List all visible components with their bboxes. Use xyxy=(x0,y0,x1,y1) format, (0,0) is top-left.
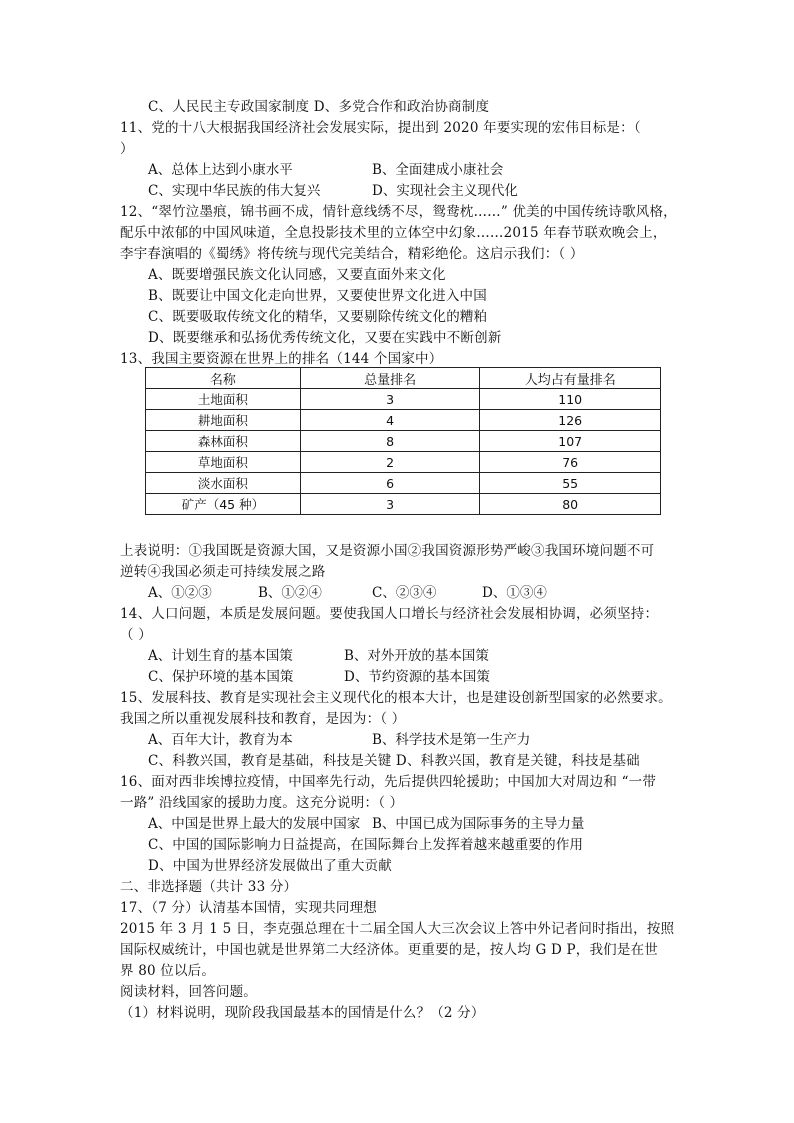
q14-option-a: A、计划生育的基本国策 xyxy=(148,648,293,664)
q17-material-line3: 界 80 位以后。 xyxy=(120,963,216,979)
q11-stem-cont: ） xyxy=(120,141,134,157)
section2-title: 二、非选择题（共计 33 分） xyxy=(120,879,298,895)
q12-option-c: C、既要吸取传统文化的精华，又要剔除传统文化的糟粕 xyxy=(148,309,488,325)
q13-option-c: C、②③④ xyxy=(372,585,437,601)
table-header-row xyxy=(146,368,661,389)
q17-material-line1: 2015 年 3 月 1 5 日，李克强总理在十二届全国人大三次会议上答中外记者问时指出，按照 xyxy=(120,921,675,937)
q11-option-b: B、全面建成小康社会 xyxy=(372,162,504,178)
q13-option-a: A、①②③ xyxy=(148,585,212,601)
cell-total-rank: 4 xyxy=(300,410,480,431)
q14-option-b: B、对外开放的基本国策 xyxy=(344,648,489,664)
header-total-rank: 总量排名 xyxy=(300,368,480,389)
q12-option-d: D、既要继承和弘扬优秀传统文化，又要在实践中不断创新 xyxy=(148,330,502,346)
q11-stem: 11、党的十八大根据我国经济社会发展实际，提出到 2020 年要实现的宏伟目标是：（ xyxy=(120,120,641,136)
header-per-capita-rank: 人均占有量排名 xyxy=(480,368,661,389)
q12-stem-line3: 李宇春演唱的《蜀绣》将传统与现代完美结合，精彩绝伦。这启示我们：（ ） xyxy=(120,246,584,262)
cell-name: 耕地面积 xyxy=(146,410,301,431)
table-row xyxy=(146,431,661,452)
q13-stem: 13、我国主要资源在世界上的排名（144 个国家中） xyxy=(120,351,443,367)
cell-name: 森林面积 xyxy=(146,431,301,452)
cell-total-rank: 6 xyxy=(300,473,480,494)
cell-total-rank: 2 xyxy=(300,452,480,473)
q16-stem-line1: 16、面对西非埃博拉疫情，中国率先行动，先后提供四轮援助；中国加大对周边和 “一带 xyxy=(120,774,657,790)
q11-option-d: D、实现社会主义现代化 xyxy=(372,183,518,199)
q16-stem-line2: 一路” 沿线国家的援助力度。这充分说明：（ ） xyxy=(120,795,404,811)
q15-stem-line1: 15、发展科技、教育是实现社会主义现代化的根本大计，也是建设创新型国家的必然要求。 xyxy=(120,690,672,706)
cell-per-capita-rank: 76 xyxy=(480,452,661,473)
table-row xyxy=(146,452,661,473)
q12-stem-line2: 配乐中浓郁的中国风味道，全息投影技术里的立体空中幻象……2015 年春节联欢晚会上， xyxy=(120,225,667,241)
cell-total-rank: 3 xyxy=(300,389,480,410)
q17-subquestion-1: （1）材料说明，现阶段我国最基本的国情是什么？（2 分） xyxy=(120,1005,485,1021)
cell-per-capita-rank: 80 xyxy=(480,494,661,515)
q16-option-c: C、中国的国际影响力日益提高，在国际舞台上发挥着越来越重要的作用 xyxy=(148,837,584,853)
q13-option-d: D、①③④ xyxy=(482,585,547,601)
cell-name: 矿产（45 种） xyxy=(146,494,301,515)
cell-total-rank: 3 xyxy=(300,494,480,515)
cell-total-rank: 8 xyxy=(300,431,480,452)
q16-option-d: D、中国为世界经济发展做出了重大贡献 xyxy=(148,858,392,874)
q13-note-line1: 上表说明：①我国既是资源大国，又是资源小国②我国资源形势严峻③我国环境问题不可 xyxy=(120,543,655,559)
table-row xyxy=(146,389,661,410)
q14-option-c: C、保护环境的基本国策 xyxy=(148,669,294,685)
resource-ranking-table xyxy=(145,367,661,515)
table-row xyxy=(146,473,661,494)
q12-option-b: B、既要让中国文化走向世界，又要使世界文化进入中国 xyxy=(148,288,487,304)
q16-option-b: B、中国已成为国际事务的主导力量 xyxy=(372,816,585,832)
q14-option-d: D、节约资源的基本国策 xyxy=(344,669,490,685)
cell-per-capita-rank: 107 xyxy=(480,431,661,452)
q13-note-line2: 逆转④我国必须走可持续发展之路 xyxy=(120,564,326,580)
q17-title: 17、（7 分）认清基本国情，实现共同理想 xyxy=(120,900,378,916)
q15-options-cd: C、科教兴国，教育是基础，科技是关键 D、科教兴国，教育是关键，科技是基础 xyxy=(148,753,640,769)
cell-name: 淡水面积 xyxy=(146,473,301,494)
cell-per-capita-rank: 55 xyxy=(480,473,661,494)
cell-per-capita-rank: 110 xyxy=(480,389,661,410)
q13-option-b: B、①②④ xyxy=(258,585,322,601)
cell-name: 草地面积 xyxy=(146,452,301,473)
header-name: 名称 xyxy=(146,368,301,389)
q16-option-a: A、中国是世界上最大的发展中国家 xyxy=(148,816,361,832)
table-row xyxy=(146,494,661,515)
q11-option-c: C、实现中华民族的伟大复兴 xyxy=(148,183,321,199)
q15-option-b: B、科学技术是第一生产力 xyxy=(372,732,531,748)
q10-options-cd: C、人民民主专政国家制度 D、多党合作和政治协商制度 xyxy=(148,99,490,115)
cell-per-capita-rank: 126 xyxy=(480,410,661,431)
q15-stem-line2: 我国之所以重视发展科技和教育，是因为：（ ） xyxy=(120,711,406,727)
q12-option-a: A、既要增强民族文化认同感，又要直面外来文化 xyxy=(148,267,446,283)
q12-stem-line1: 12、“翠竹泣墨痕，锦书画不成，情针意线绣不尽，鸳鸯枕……” 优美的中国传统诗歌风格， xyxy=(120,204,677,220)
q15-option-a: A、百年大计，教育为本 xyxy=(148,732,293,748)
cell-name: 土地面积 xyxy=(146,389,301,410)
table-row xyxy=(146,410,661,431)
q17-material-line2: 国际权威统计，中国也就是世界第二大经济体。更重要的是，按人均 G D P，我们是在世 xyxy=(120,942,658,958)
q11-option-a: A、总体上达到小康水平 xyxy=(148,162,293,178)
q17-instruction: 阅读材料，回答问题。 xyxy=(120,984,257,1000)
q14-stem-cont: （ ） xyxy=(120,627,152,643)
q14-stem: 14、人口问题，本质是发展问题。要使我国人口增长与经济社会发展相协调，必须坚持： xyxy=(120,606,659,622)
